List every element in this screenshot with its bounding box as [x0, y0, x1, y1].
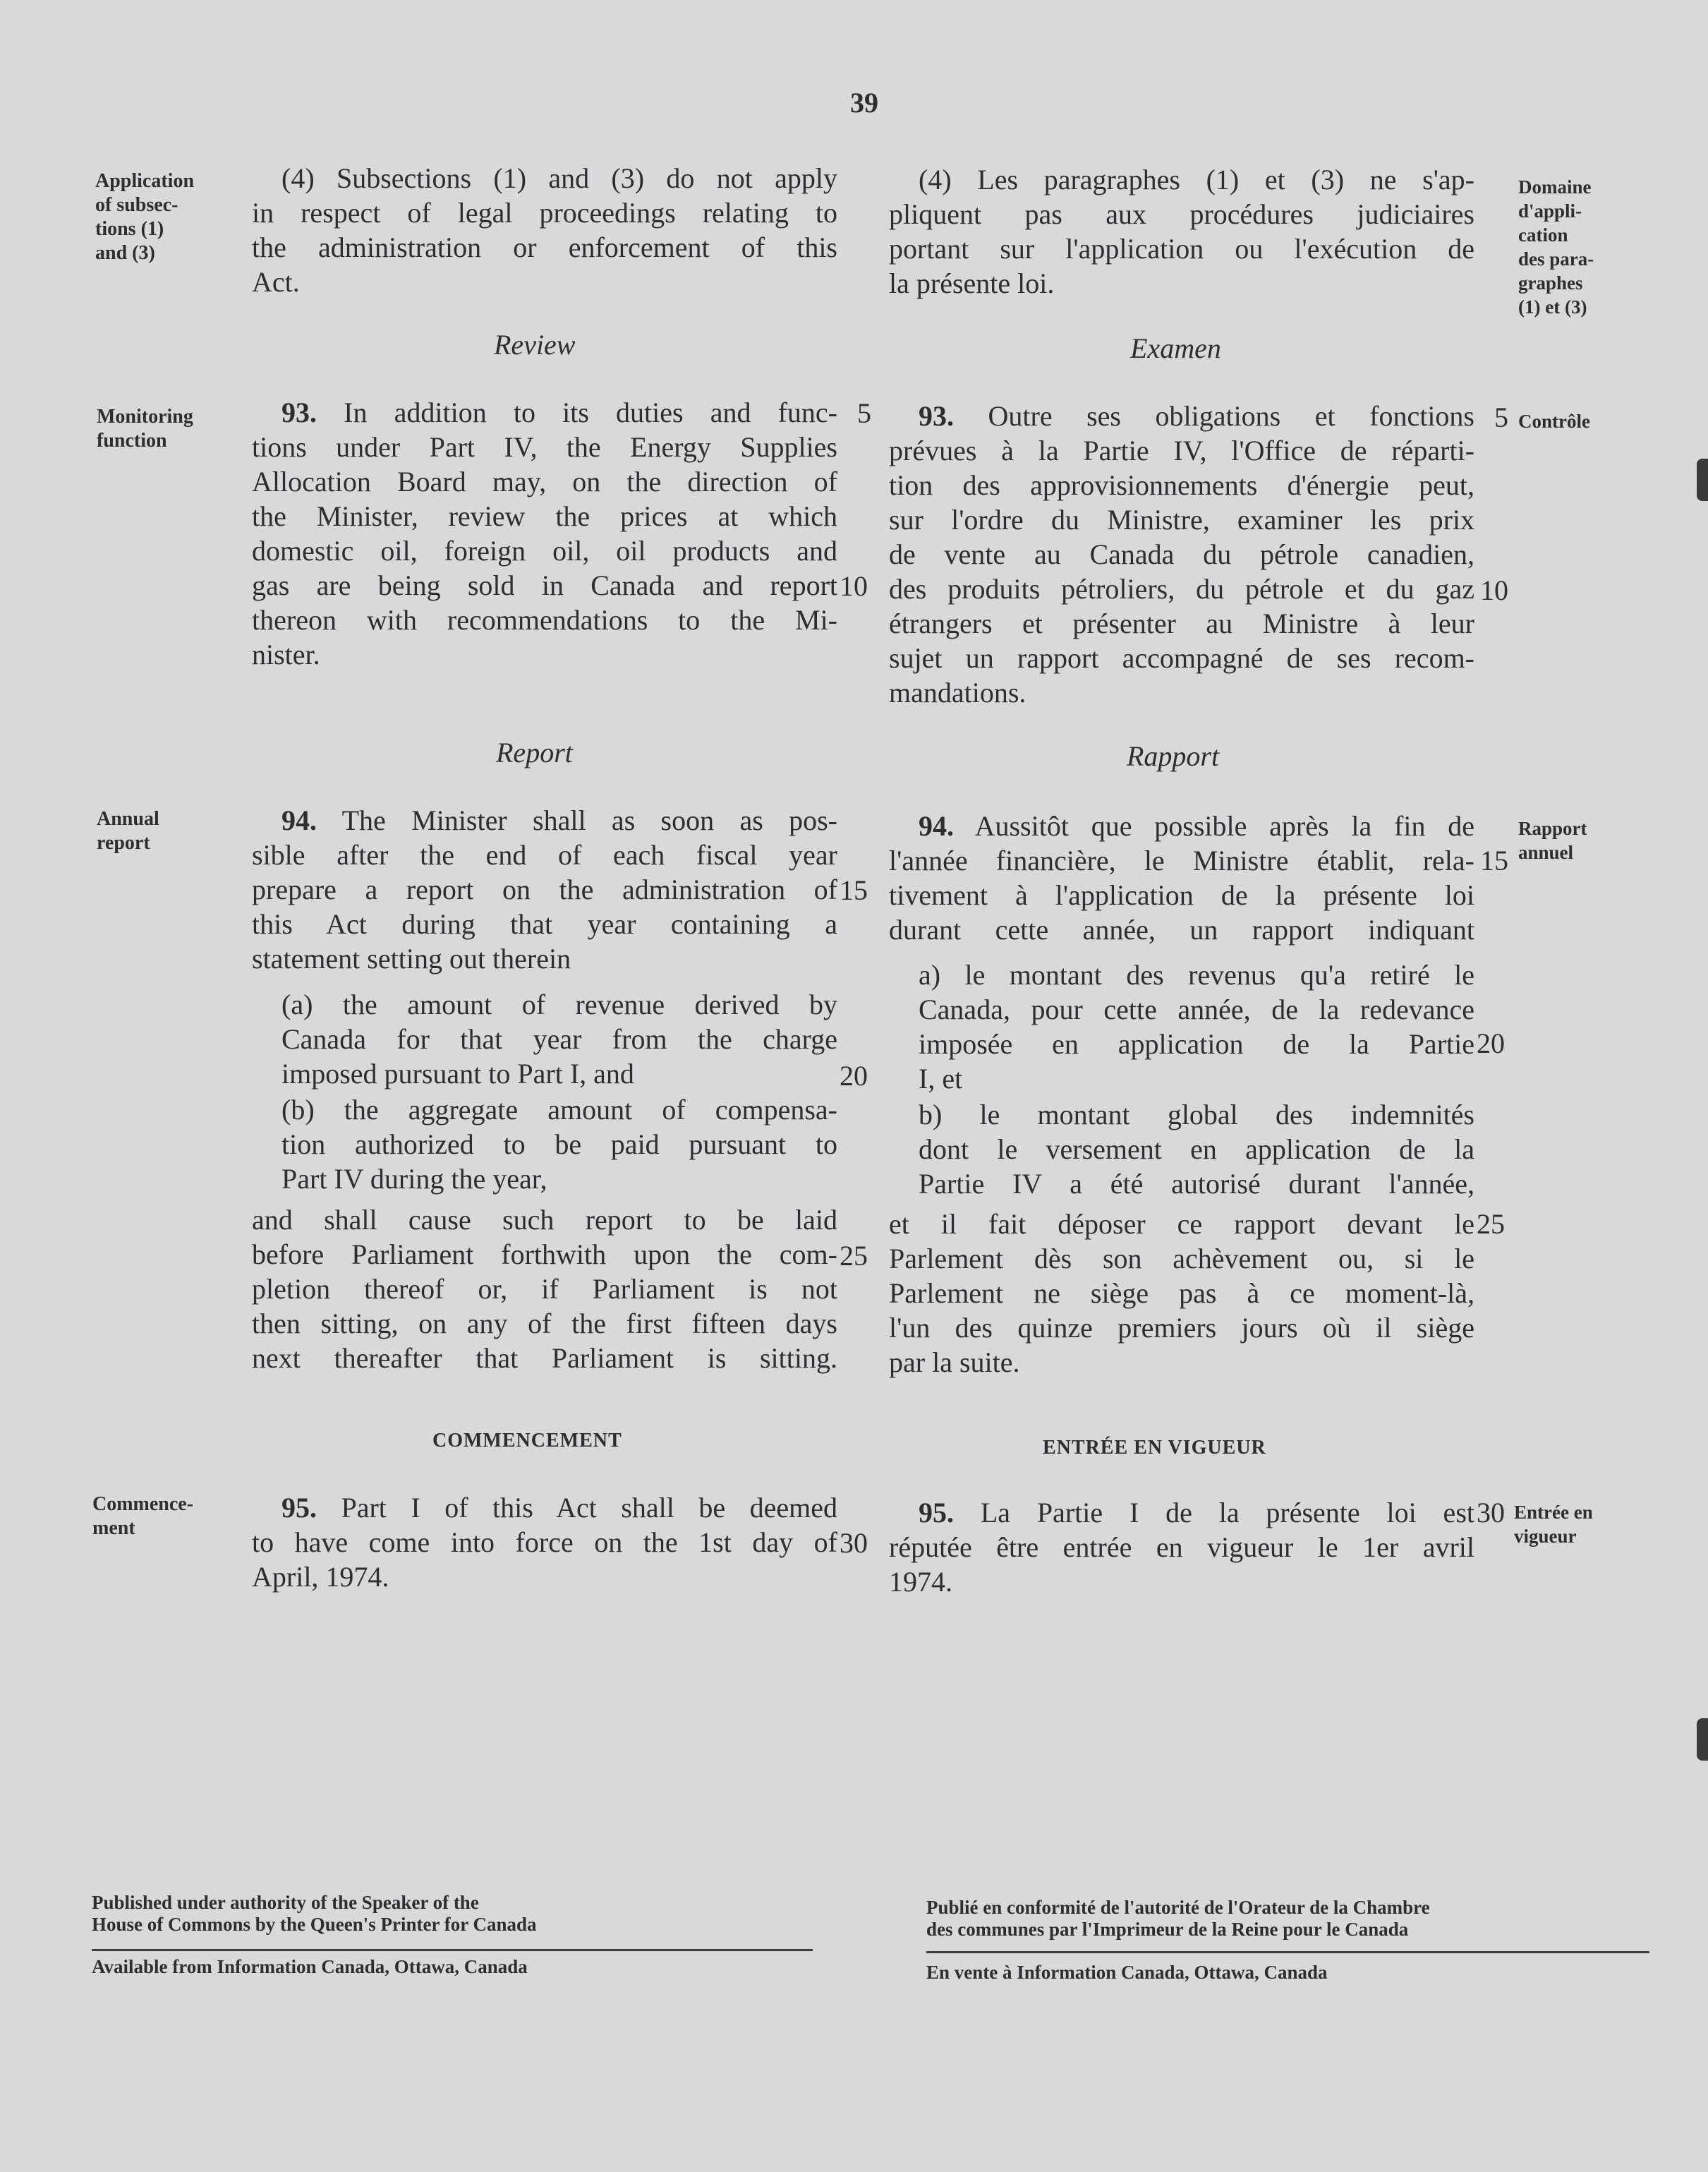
text-line: Parlement ne siège pas à ce moment-là, — [889, 1277, 1474, 1309]
section-number: 95. — [281, 1492, 317, 1524]
text-line: (4) Subsections (1) and (3) do not apply — [281, 162, 837, 194]
text-line: gas are being sold in Canada and report — [252, 569, 837, 601]
fr-subsection-4 — [889, 162, 1474, 301]
line-number: 30 — [840, 1527, 868, 1559]
footer-published-en — [92, 1892, 537, 1936]
footer-available-en: Available from Information Canada, Ottawa, Canada — [92, 1956, 528, 1977]
text-line: Canada for that year from the charge — [281, 1023, 837, 1055]
text-line: Act. — [252, 266, 300, 298]
text-line: and shall cause such report to be laid — [252, 1204, 837, 1236]
en-subsection-4 — [252, 161, 837, 299]
fr-paragraph-a — [919, 958, 1474, 1096]
fr-section-95 — [889, 1495, 1474, 1599]
binding-hole — [1697, 1718, 1708, 1761]
section-number: 94. — [919, 810, 954, 842]
text-line: the Minister, review the prices at which — [252, 500, 837, 532]
text-line: dont le versement en application de la — [919, 1133, 1474, 1165]
fr-section-94 — [889, 809, 1474, 947]
text-line: statement setting out therein — [252, 943, 571, 975]
text-line: next thereafter that Parliament is sitting. — [252, 1342, 837, 1374]
fr-paragraph-b — [919, 1097, 1474, 1201]
footer-available-fr: En vente à Information Canada, Ottawa, Canada — [926, 1962, 1328, 1983]
text-line: la présente loi. — [889, 267, 1055, 299]
heading-examen: Examen — [1130, 332, 1221, 364]
fr-section-93 — [889, 399, 1474, 710]
text-line: prévues à la Partie IV, l'Office de réparti- — [889, 435, 1474, 466]
text-line: thereon with recommendations to the Mi- — [252, 604, 837, 636]
heading-commencement: COMMENCEMENT — [432, 1430, 622, 1452]
line-number: 10 — [1480, 574, 1508, 606]
heading-entree-en-vigueur: ENTRÉE EN VIGUEUR — [1043, 1437, 1266, 1459]
en-section-94-end — [252, 1202, 837, 1375]
text-line: réputée être entrée en vigueur le 1er avril — [889, 1531, 1474, 1563]
text-line: tion authorized to be paid pursuant to — [281, 1128, 837, 1160]
text-line: 95. La Partie I de la présente loi est — [919, 1497, 1474, 1528]
text-line: 93. Outre ses obligations et fonctions — [919, 400, 1474, 432]
text-line: étrangers et présenter au Ministre à leur — [889, 608, 1474, 639]
text-line: to have come into force on the 1st day of — [252, 1526, 837, 1558]
text-line: before Parliament forthwith upon the com- — [252, 1238, 837, 1270]
fr-section-94-end — [889, 1207, 1474, 1380]
text-line: 94. Aussitôt que possible après la fin de — [919, 810, 1474, 842]
footer-line: Published under authority of the Speaker of the — [92, 1892, 479, 1913]
text-line: de vente au Canada du pétrole canadien, — [889, 538, 1474, 570]
page-number: 39 — [850, 87, 878, 119]
text-line: 1974. — [889, 1566, 952, 1598]
footer-published-fr — [926, 1897, 1430, 1941]
en-section-95 — [252, 1490, 837, 1594]
heading-rapport: Rapport — [1127, 740, 1220, 772]
text-line: b) le montant global des indemnités — [919, 1099, 1474, 1130]
text-line: tions under Part IV, the Energy Supplies — [252, 431, 837, 463]
text-line: domestic oil, foreign oil, oil products and — [252, 535, 837, 567]
text-line: I, et — [919, 1063, 963, 1094]
line-number: 5 — [857, 397, 871, 429]
line-number: 25 — [840, 1240, 868, 1272]
line-number: 15 — [1480, 845, 1508, 876]
en-section-94 — [252, 803, 837, 976]
margin-note-annual-report: Annual report — [97, 808, 159, 854]
text-line: 93. In addition to its duties and func- — [281, 397, 837, 428]
text-line: sible after the end of each fiscal year — [252, 839, 837, 871]
text-line: in respect of legal proceedings relating to — [252, 197, 837, 229]
text-line: the administration or enforcement of this — [252, 231, 837, 263]
heading-report: Report — [496, 737, 573, 768]
text-line: et il fait déposer ce rapport devant le — [889, 1208, 1474, 1240]
margin-note-application: Application of subsec- tions (1) and (3) — [95, 170, 195, 264]
section-number: 95. — [919, 1497, 954, 1528]
footer-rule-en — [92, 1949, 813, 1951]
text-line: prepare a report on the administration of — [252, 874, 837, 905]
text-line: par la suite. — [889, 1346, 1020, 1378]
section-number: 93. — [281, 397, 317, 428]
margin-note-rapport-annuel: Rapport annuel — [1518, 818, 1587, 863]
text-line: portant sur l'application ou l'exécution de — [889, 233, 1474, 265]
text-line: des produits pétroliers, du pétrole et du gaz — [889, 573, 1474, 605]
footer-line: Publié en conformité de l'autorité de l'Orateur de la Chambre — [926, 1897, 1430, 1918]
text-line: tivement à l'application de la présente loi — [889, 879, 1474, 911]
text-line: this Act during that year containing a — [252, 908, 837, 940]
text-line: imposée en application de la Partie — [919, 1028, 1474, 1060]
text-line: mandations. — [889, 677, 1026, 708]
binding-hole — [1697, 459, 1708, 501]
line-number: 30 — [1477, 1497, 1505, 1528]
text-line: Partie IV a été autorisé durant l'année, — [919, 1168, 1474, 1200]
text-line: (4) Les paragraphes (1) et (3) ne s'ap- — [919, 164, 1474, 195]
text-line: sujet un rapport accompagné de ses recom- — [889, 642, 1474, 674]
line-number: 20 — [1477, 1027, 1505, 1059]
margin-note-domaine: Domaine d'appli- cation des para- graphes (1) et (3) — [1518, 176, 1594, 318]
margin-note-entree-en-vigueur: Entrée en vigueur — [1514, 1502, 1593, 1547]
line-number: 5 — [1494, 402, 1508, 433]
text-line: (b) the aggregate amount of compensa- — [281, 1094, 837, 1126]
footer-line: House of Commons by the Queen's Printer for Canada — [92, 1914, 537, 1935]
text-line: imposed pursuant to Part I, and — [281, 1058, 634, 1090]
text-line: Canada, pour cette année, de la redevance — [919, 994, 1474, 1025]
section-number: 93. — [919, 400, 954, 432]
line-number: 10 — [840, 570, 868, 602]
text-line: l'année financière, le Ministre établit, rela- — [889, 845, 1474, 876]
margin-note-commencement: Commence- ment — [92, 1493, 194, 1539]
footer-line: des communes par l'Imprimeur de la Reine pour le Canada — [926, 1919, 1409, 1940]
margin-note-monitoring: Monitoring function — [97, 406, 193, 452]
text-line: Part IV during the year, — [281, 1163, 547, 1195]
en-section-93 — [252, 395, 837, 672]
text-line: durant cette année, un rapport indiquant — [889, 914, 1474, 946]
text-line: 95. Part I of this Act shall be deemed — [281, 1492, 837, 1524]
text-line: pletion thereof or, if Parliament is not — [252, 1273, 837, 1305]
text-line: nister. — [252, 639, 320, 670]
line-number: 25 — [1477, 1208, 1505, 1240]
text-line: sur l'ordre du Ministre, examiner les prix — [889, 504, 1474, 536]
heading-review: Review — [494, 329, 576, 361]
text-line: tion des approvisionnements d'énergie peut, — [889, 469, 1474, 501]
section-number: 94. — [281, 804, 317, 836]
text-line: a) le montant des revenus qu'a retiré le — [919, 959, 1474, 991]
text-line: then sitting, on any of the first fifteen days — [252, 1308, 837, 1339]
text-line: pliquent pas aux procédures judiciaires — [889, 198, 1474, 230]
line-number: 15 — [840, 874, 868, 906]
footer-rule-fr — [926, 1951, 1649, 1953]
margin-note-controle: Contrôle — [1518, 411, 1590, 432]
en-paragraph-b — [281, 1092, 837, 1196]
text-line: Parlement dès son achèvement ou, si le — [889, 1243, 1474, 1274]
text-line: (a) the amount of revenue derived by — [281, 989, 837, 1020]
text-line: Allocation Board may, on the direction of — [252, 466, 837, 497]
en-paragraph-a — [281, 987, 837, 1091]
line-number: 20 — [840, 1060, 868, 1092]
text-line: l'un des quinze premiers jours où il siège — [889, 1312, 1474, 1344]
text-line: April, 1974. — [252, 1561, 389, 1593]
text-line: 94. The Minister shall as soon as pos- — [281, 804, 837, 836]
